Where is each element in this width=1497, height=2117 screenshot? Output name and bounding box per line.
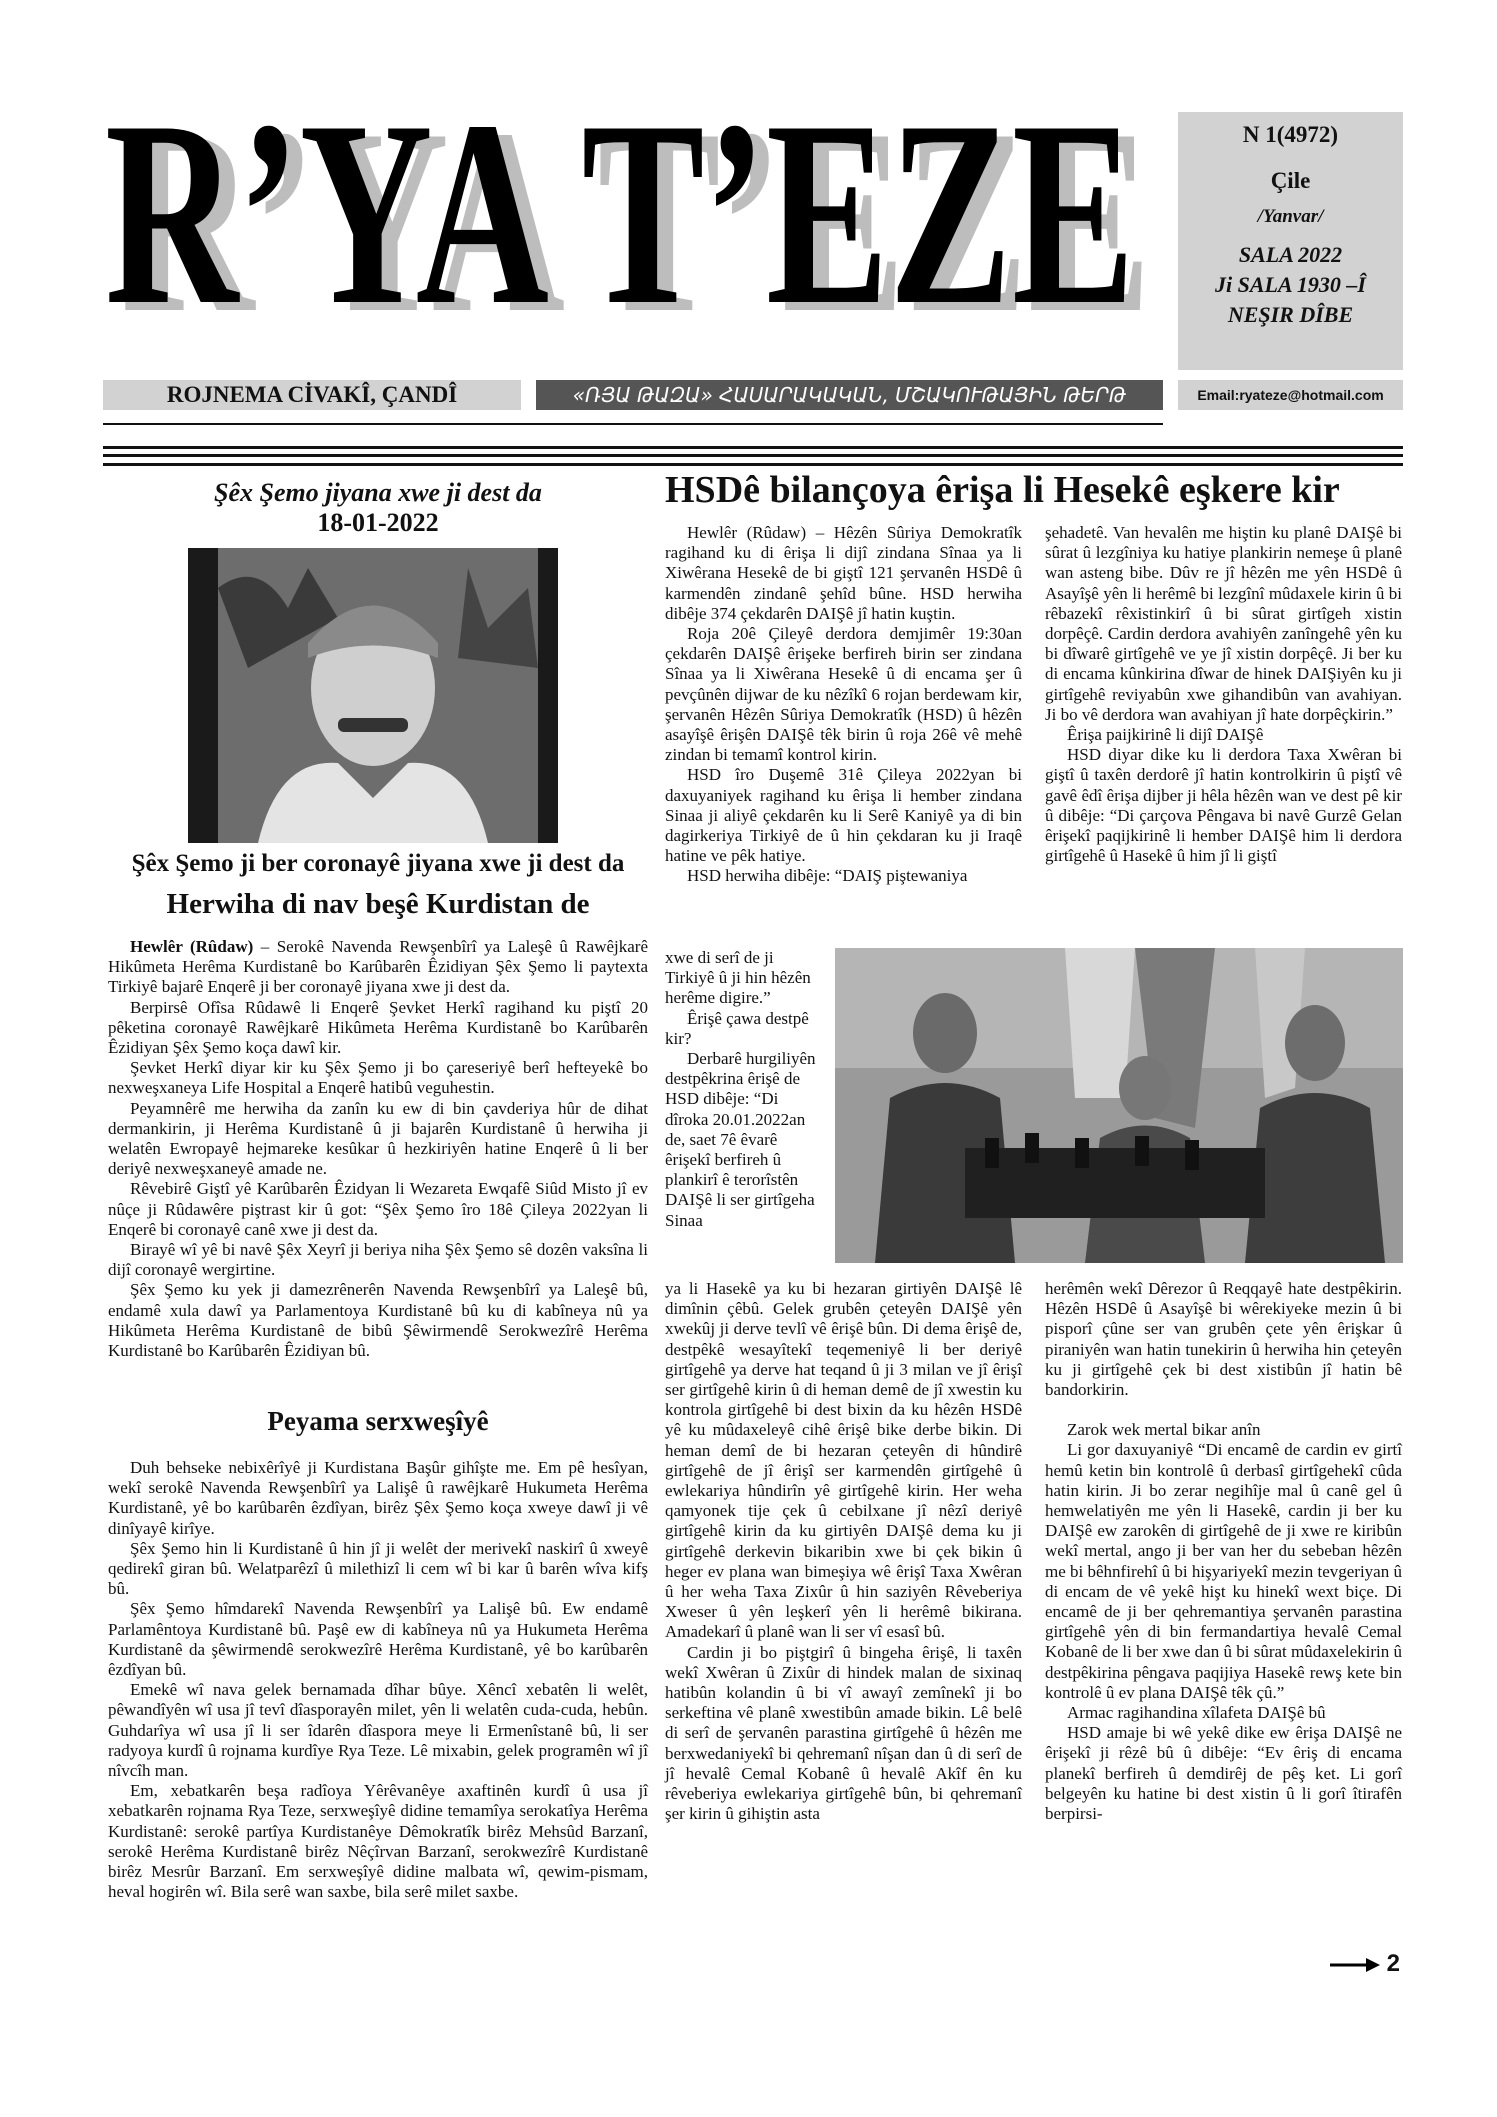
masthead-title-text: R’YA T’EZE	[105, 92, 1135, 337]
paragraph: Birayê wî yê bi navê Şêx Xeyrî ji beriya niha Şêx Şemo sê dozên vaksîna li dijî coronayê wergirtine.	[108, 1240, 648, 1280]
press-conference-photo	[835, 948, 1403, 1263]
divider	[103, 454, 1403, 457]
paragraph: HSD diyar dike ku li derdora Taxa Xwêran bi giştî û taxên derdorê jî hatin kontrolkirin û piştî vê gavê êdî êrişa dijber ji hêla hêzên wan ve dest pê kir û dibêje: “Di çarçova Pêngava bi navê Gurzê Gelan êrişekî paqijkirinê li hember DAIŞê him li derdora girtîgehê û Hasekê û him jî li giştî	[1045, 745, 1402, 866]
paragraph: Şêx Şemo hin li Kurdistanê û hin jî ji welêt der merivekî naskirî û xweyê qedirekî giran bû. Welatparêzî û milethizî li cem wî bi kar û barên wîva kifş bû.	[108, 1538, 648, 1599]
paragraph: HSD herwiha dibêje: “DAIŞ piştewaniya	[687, 866, 968, 886]
arrow-right-icon	[1330, 1955, 1380, 1975]
masthead-title	[105, 92, 1155, 337]
paragraph: Li gor daxuyaniyê “Di encamê de cardin ev girtî hemû ketin bin kontrolê û derbasî girtîgehekî cûda hatin kirin. Ji bo zerar negihîje mal û canê gel û hemwelatiyên me yên li Hasekê, cardin ji ber ku DAIŞê ew zarokên di girtîgehê de ji xwe re kiribûn wekî mertal, ango ji ber van her du sebeban hêzên me bi bêhnfirehî û bi hişyariyekî mezin tevgeriyan û di encam de vê yekê hişt ku hinekî wext biçe. Di encamê de ji ber qehremantiya şervanên parastina girtîgehê yên di bin fermandartiya hevalê Cemal Kobanê de li ber xwe dan û bi sûrat mûdaxelekirin û destpêkirina pêngava paqijiya Hasekê rewş kete bin kontrolê û ev plana DAIŞê têk çû.”	[1045, 1440, 1402, 1702]
page-number: 2	[1386, 1950, 1401, 1977]
paragraph: xwe di serî de ji Tirkiyê û ji hin hêzên herême digire.”	[665, 948, 811, 1008]
paragraph: Hewlêr (Rûdaw) – Hêzên Sûriya Demokratîk ragihand ku di êrişa li dijî zindana Sînaa ya li Xiwêrana Hesekê de bi giştî 121 şervanên HSDê û karmendên zindanê şehîd bûne. HSD herwiha dibêje 374 çekdarên DAIŞê jî hatin kuştin.	[665, 523, 1022, 623]
article-column-1-lower	[665, 1279, 1022, 1824]
issue-publish: NEŞIR DÎBE	[1227, 302, 1354, 327]
paragraph: Cardin ji bo piştgirî û bingeha êrişê, li taxên wekî Xwêran û Zixûr di hindek malan de sixinaq hatibûn kolandin û bi vî awayî zemînekî ji bo serkeftina vê planê xwestibûn amade bikin. Lê belê di serî de şervanên parastina girtîgehê û hêzên me berxwedaniyekî bi qehremanî nîşan dan û di serî de jî hevalê Cemal Kobanê û hevalê Akîf ên ku rêveberiya ewlekariya girtîgehê bûn, bi qehremanî şer kirin û gihiştin asta	[665, 1642, 1022, 1824]
paragraph: HSD îro Duşemê 31ê Çileya 2022yan bi daxuyaniyek ragihand ku êrişa li hember zindana Sinaa ji aliyê çekdarên ku li Serê Kaniyê ya di bin dagirkeriya Tirkiyê de û hin çekdaran ku ji Iraqê hatine ve pêk hatiye.	[665, 765, 1022, 866]
condolence-heading: Peyama serxweşîyê	[267, 1406, 489, 1436]
issue-box	[1178, 112, 1403, 370]
paragraph: Peyamnêrê me herwiha da zanîn ku ew di bin çavderiya hûr de dihat dermankirin, ji Herêma Kurdistanê û ji bajarên Kurdistanê û herwiha ji welatên Ewropayê hejmareke kesûkar û hezkiriyên hatine Enqerê û li ber deriyê nexweşxaneyê amade ne.	[108, 1098, 648, 1179]
svg-text:R’YA T’EZE: R’YA T’EZE	[121, 92, 1151, 337]
paragraph: Emekê wî nava gelek bernamada dîhar bûye. Xêncî xebatên li welêt, pêwandîyên wî usa jî tevî dîasporayên milet, yên li welatên cuda-cuda, hebûn. Guhdarîya wî usa jî li ser îdarên dîaspora meye li Ermenîstanê bû, li ser radyoya kurdî û rojnama kurdîye Rya Teze. Lê mixabin, gelek programên wî jî nîvcîh man.	[108, 1680, 648, 1781]
issue-month-alt: /Yanvar/	[1257, 206, 1324, 227]
article-column-narrow	[665, 948, 825, 1231]
condolence-body	[108, 1458, 648, 1902]
subheading: Armac ragihandina xîlafeta DAIŞê bû	[1067, 1703, 1326, 1723]
obituary-headline: Şêx Şemo ji ber coronayê jiyana xwe ji dest da	[131, 850, 625, 877]
paragraph: Derbarê hurgiliyên destpêkrina êrişê de HSD dibêje: “Di dîroka 20.01.2022an de, saet 7ê êvarê êrişekî berfireh û plankirî ê terorîstên DAIŞê li ser girtîgeha Sinaa	[665, 1049, 816, 1230]
paragraph: şehadetê. Van hevalên me hiştin ku planê DAIŞê bi sûrat û lezgîniya ku hatiye plankirin nemeşe û planê wan asteng bibe. Dûv re jî hêzên me yên HSDê û Asayîşê yên li herêmê bi lezgînî mûdaxele kirin û bi rêbazekî rêxistinkirî û bi sûrat girtîgeh xistin dorpêçê. Cardin derdora avahiyên zanîngehê yên ku bi dîwarê girtîgehê ve ye jî xistin dorpêçê. Ji ber ku di encama kûnkirina dîwar de hinek DAIŞiyên ku ji girtîgehê reviyabûn xwe gihandibûn van avahiyan. Ji bo vê derdora wan avahiyan jî hate dorpêçkirin.”	[1045, 523, 1402, 724]
article-column-2-lower	[1045, 1279, 1402, 1824]
spacer	[1045, 1400, 1402, 1420]
article-column-2	[1045, 523, 1402, 866]
paragraph: Rêvebirê Giştî yê Karûbarên Êzidyan li Wezareta Ewqafê Siûd Misto jî ev nûçe ji Rûdawêre piştrast kir û got: “Şêx Şemo îro 18ê Çileya 2022yan li Enqerê bi coronayê canê xwe ji dest da.	[108, 1179, 648, 1239]
paragraph: Berpirsê Ofîsa Rûdawê li Enqerê Şevket Herkî ragihand ku piştî 20 pêketina coronayê Rawêjkarê Hikûmeta Herêma Kurdistanê bo Karûbarên Êzidiyan Şêx Şemo koça dawî kir.	[108, 997, 648, 1058]
lead-dateline: Hewlêr (Rûdaw)	[130, 937, 254, 956]
continued-on-page[interactable]	[1330, 1950, 1410, 1980]
paragraph: Şevket Herkî diyar kir ku Şêx Şemo ji bo çareseriyê berî hefteyekê bo nexweşxaneya Life Hospital a Enqerê hatibû veguhestin.	[108, 1058, 648, 1098]
paragraph: Em, xebatkarên beşa radîoya Yêrêvanêye axaftinên kurdî û usa jî xebatkarên rojnama Rya Teze, serxweşîyê didine temamîya serokatîya Herêma Kurdistanê: serokê partîya Kurdistanêye Dêmokratîk birêz Mehsûd Barzanî, serokê Herêma Kurdistanê birêz Nêçîrvan Barzanî, serokwezîrê Kurdistanê birêz Mesrûr Barzanî. Em serxweşîyê didine malbata wî, qewim-pismam, heval hogirên wî. Bila serê wan saxbe, bila serê milet saxbe.	[108, 1781, 648, 1902]
paragraph: Şêx Şemo hîmdarekî Navenda Rewşenbîrî ya Lalişê bû. Ew endamê Parlamêntoya Kurdistanê bû. Paşê ew di kabîneya nû ya Hukumeta Herêma Kurdistanê da şêwirmendê serokwezîrê Herêma Kurdistanê, yê bo karûbarên êzdîyan bû.	[108, 1599, 648, 1680]
subheading: Zarok wek mertal bikar anîn	[1067, 1420, 1261, 1440]
masthead-logo	[105, 92, 1155, 337]
article-column-1	[665, 523, 1022, 887]
obituary-date: 18-01-2022	[317, 508, 439, 537]
divider	[103, 423, 1163, 425]
portrait-photo	[188, 548, 558, 843]
paragraph: Roja 20ê Çileyê derdora demjimêr 19:30an çekdarên DAIŞê êrişeke berfireh birin ser zindana Sînaa ya li Xiwêrana Hesekê û di encama şer û pevçûnên dijwar de ku nêzîkî 6 rojan berdewam kir, şervanên Hêzên Sûriya Demokratîk (HSD) û hêzên asayîşê êrişên DAIŞê têk birin û roja 26ê vê mehê zindan bi temamî kontrol kirin.	[665, 624, 1022, 765]
issue-since: Ji SALA 1930 –Î	[1215, 272, 1366, 297]
paragraph: herêmên wekî Dêrezor û Reqqayê hate destpêkirin. Hêzên HSDê û Asayîşê bi wêrekiyeke mezin û bi pisporî çûne ser van grubên çete yên êrişkar û piraniyên wan hatin tunekirin û herwiha hin çeteyên ku ji girtîgehê çek bi dest xistibûn jî hatin bê bandorkirin.	[1045, 1279, 1402, 1400]
obituary-subheadline: Herwiha di nav beşê Kurdistan de	[166, 888, 590, 920]
divider	[103, 463, 1403, 466]
tagline-armenian: «ՌՅԱ ԹԱԶԱ» ՀԱՍԱՐԱԿԱԿԱՆ, ՄՇԱԿՈՒԹԱՅԻՆ ԹԵՐԹ	[536, 380, 1163, 410]
issue-number: N 1(4972)	[1242, 122, 1339, 147]
issue-month: Çile	[1270, 168, 1311, 193]
paragraph: Duh behseke nebixêrîyê ji Kurdistana Başûr gihîşte me. Em pê hesîyan, wekî serokê Navenda Rewşenbîrî ya Lalişê û rawêjkarê Hukumeta Herêma Kurdistanê, yê bo karûbarên êzdîyan, birêz Şêx Şemo koça xweye dawî ji vê dinîyayê kirîye.	[108, 1458, 648, 1538]
paragraph: ya li Hasekê ya ku bi hezaran girtiyên DAIŞê lê dimînin çêbû. Gelek grubên çeteyên DAIŞê yên xwekûj ji derve tevlî vê êrişê bûn. Di dema êrişê de, destpêkê wesayîtekî teqemeniyê li ber deriyê girtîgehê ya derve hat teqand û ji 3 milan ve jî êrişî ser girtîgehê kirin û di heman demê de jî xwestin ku kontrola girtîgehê bi dest bixin da ku hêzên HSDê yê ku mûdaxeleyê cihê êrişê bike derbe bikin. Di heman demî de bi hezaran çeteyên di hûndirê girtîgehê de jî êrişî ser karmendên girtîgehê û ewlekariya hûndirîn yê girtîgehê kirin. Her weha qamyonek tije çek û cebilxane jî nêzî deriyê girtîgehê kirin da ku girtiyên DAIŞê dema ku ji girtîgehê derkevin bikaribin xwe bi çek bikin û heger ev plana wan bimeşiya wê êrişî Taxa Xwêran û her weha Taxa Zixûr û hin saziyên Rêveberiya Xweser û yên leşkerî yên li herêmê bikirana. Amadekarî û planê wan li ser vî esasî bû.	[665, 1279, 1022, 1642]
obituary-body: Hewlêr (Rûdaw) – Serokê Navenda Rewşenbîrî ya Laleşê û Rawêjkarê Hikûmeta Herêma Kurdistanê bo Karûbarên Êzidiyan Şêx Şemo li paytexta Tirkiyê bajarê Enqerê ji ber coronayê jiyana xwe ji dest da. Berpirsê Ofîsa Rûdawê li Enqerê Şevket Herkî ragihand ku piştî 20 pêketina coronayê Rawêjkarê Hikûmeta Herêma Kurdistanê bo Karûbarên Êzidiyan Şêx Şemo koça dawî kir. Şevket Herkî diyar kir ku Şêx Şemo ji bo çareseriyê berî hefteyekê bo nexweşxaneya Life Hospital a Enqerê hatibû veguhestin. Peyamnêrê me herwiha da zanîn ku ew di bin çavderiya hûr de dihat dermankirin, ji Herêma Kurdistanê û ji bajarên Kurdistanê û herwiha ji welatên Ewropayê hejmareke kesûkar û hezkiriyên hatine Enqerê û li ber deriyê nexweşxaneyê amade ne. Rêvebirê Giştî yê Karûbarên Êzidyan li Wezareta Ewqafê Siûd Misto jî ev nûçe ji Rûdawêre piştrast kir û got: “Şêx Şemo îro 18ê Çileya 2022yan li Enqerê bi coronayê canê xwe ji dest da. Birayê wî yê bi navê Şêx Xeyrî ji beriya niha Şêx Şemo sê dozên vaksîna li dijî coronayê wergirtine. Şêx Şemo ku yek ji damezrênerên Navenda Rewşenbîrî ya Laleşê bû, endamê xula dawî ya Parlamentoya Kurdistanê bû ku di kabîneya nû ya Hikûmeta Herêma Kurdistanê de bibû Şêwirmendê Serokwezîrê Herêma Kurdistanê bo Karûbarên Êzidiyan bû.	[108, 937, 649, 1361]
divider	[103, 446, 1403, 449]
obituary-kicker: Şêx Şemo jiyana xwe ji dest da	[214, 478, 542, 507]
paragraph: Şêx Şemo ku yek ji damezrênerên Navenda Rewşenbîrî ya Laleşê bû, endamê xula dawî ya Parlamentoya Kurdistanê bû ku di kabîneya nû ya Hikûmeta Herêma Kurdistanê de bibû Şêwirmendê Serokwezîrê Herêma Kurdistanê bo Karûbarên Êzidiyan bû.	[108, 1280, 648, 1361]
subheading: Êrişê çawa destpê kir?	[665, 1008, 809, 1048]
email-address[interactable]: Email:ryateze@hotmail.com	[1178, 380, 1403, 410]
issue-year: SALA 2022	[1238, 242, 1343, 267]
tagline-kurdish: ROJNEMA CİVAKÎ, ÇANDÎ	[103, 380, 521, 410]
subheading: Êrişa paijkirinê li dijî DAIŞê	[1067, 725, 1264, 745]
paragraph: HSD amaje bi wê yekê dike ew êrişa DAIŞê ne êrişekî ji rêzê bû û dibêje: “Ev êriş di encama planekî berfireh û demdirêj de pêş ket. Li gorî belgeyên ku hatine bi dest xistin û li gorî îtirafên berpirsi-	[1045, 1723, 1402, 1824]
article-headline: HSDê bilançoya êrişa li Hesekê eşkere kir	[665, 469, 1340, 511]
